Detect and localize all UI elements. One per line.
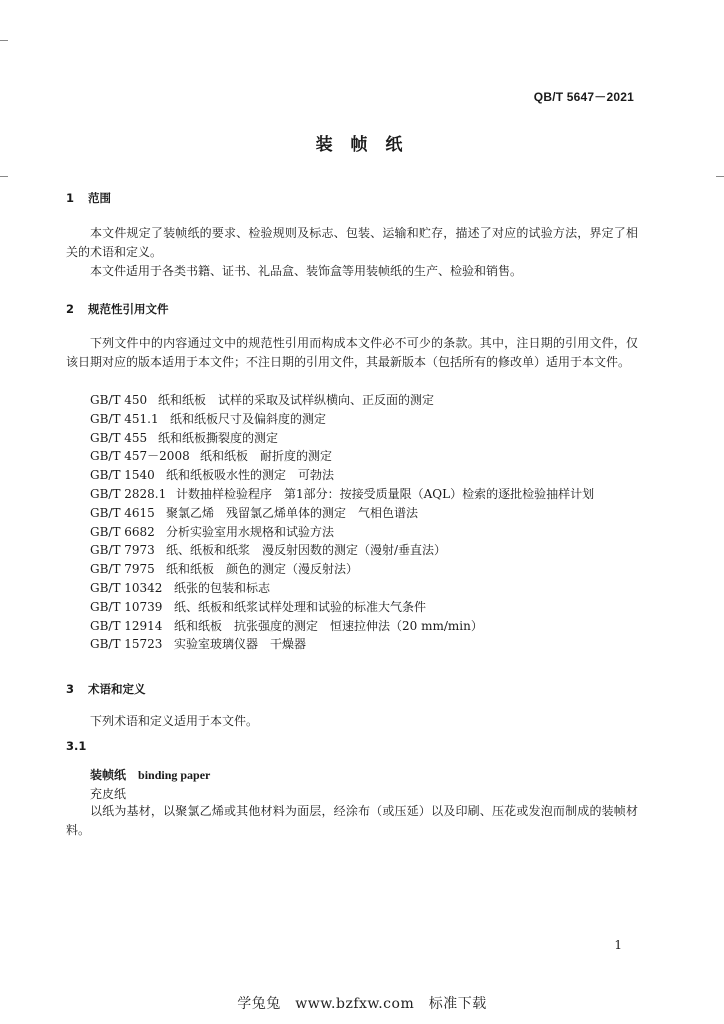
footer-watermark: 学兔兔 www.bzfxw.com 标准下载 <box>237 996 487 1012</box>
reference-title: 纸和纸板吸水性的测定 可勃法 <box>166 468 335 483</box>
reference-item <box>90 635 594 654</box>
document-title: 装 帧 纸 <box>315 135 409 155</box>
section-title: 术语和定义 <box>88 682 146 696</box>
reference-title: 实验室玻璃仪器 干燥器 <box>174 637 307 652</box>
reference-code: GB/T 457－2008 <box>90 449 190 464</box>
section-title: 规范性引用文件 <box>88 302 169 316</box>
reference-item <box>90 410 594 429</box>
section-number: 1 <box>66 191 75 205</box>
scan-edge-mark <box>0 40 8 41</box>
scope-paragraph-2: 本文件适用于各类书籍、证书、礼品盒、装饰盒等用装帧纸的生产、检验和销售。 <box>90 264 523 278</box>
term-english: binding paper <box>138 768 211 782</box>
scan-edge-mark <box>716 176 724 177</box>
reference-title: 聚氯乙烯 残留氯乙烯单体的测定 气相色谱法 <box>166 505 419 520</box>
term-definition: 以纸为基材，以聚氯乙烯或其他材料为面层，经涂布（或压延）以及印刷、压花或发泡而制成的装帧材料。 <box>66 804 638 837</box>
reference-code: GB/T 7975 <box>90 562 155 577</box>
term-chinese: 装帧纸 <box>90 768 127 782</box>
section-heading-references <box>66 301 169 317</box>
references-intro: 下列文件中的内容通过文中的规范性引用而构成本文件必不可少的条款。其中，注日期的引用文件，仅该日期对应的版本适用于本文件；不注日期的引用文件，其最新版本（包括所有的修改单）适用于本文件。 <box>66 336 638 369</box>
reference-item <box>90 447 594 466</box>
reference-code: GB/T 10342 <box>90 580 163 595</box>
reference-item <box>90 560 594 579</box>
reference-item <box>90 523 594 542</box>
reference-code: GB/T 4615 <box>90 505 155 520</box>
reference-code: GB/T 1540 <box>90 468 155 483</box>
reference-code: GB/T 450 <box>90 393 148 407</box>
reference-title: 纸和纸板撕裂度的测定 <box>158 430 279 445</box>
reference-item <box>90 617 594 636</box>
reference-item <box>90 466 594 485</box>
reference-code: GB/T 15723 <box>90 637 163 652</box>
reference-item <box>90 485 594 504</box>
reference-code: GB/T 455 <box>90 430 148 445</box>
reference-title: 计数抽样检验程序 第1部分：按接受质量限（AQL）检索的逐批检验抽样计划 <box>176 486 595 501</box>
reference-title: 纸和纸板 抗张强度的测定 恒速拉伸法（20 mm/min） <box>174 618 483 633</box>
reference-item <box>90 579 594 598</box>
reference-code: GB/T 6682 <box>90 524 155 539</box>
reference-title: 纸、纸板和纸浆 漫反射因数的测定（漫射/垂直法） <box>166 543 447 558</box>
reference-item <box>90 541 594 560</box>
standard-code: QB/T 5647－2021 <box>533 90 634 104</box>
reference-code: GB/T 10739 <box>90 599 163 614</box>
section-number: 2 <box>66 302 75 316</box>
reference-item <box>90 429 594 448</box>
reference-item <box>90 504 594 523</box>
reference-item <box>90 598 594 617</box>
reference-title: 纸张的包装和标志 <box>174 580 271 595</box>
terms-intro: 下列术语和定义适用于本文件。 <box>90 714 259 728</box>
section-heading-scope <box>66 190 111 206</box>
scan-edge-mark <box>0 176 8 177</box>
reference-title: 分析实验室用水规格和试验方法 <box>166 524 335 539</box>
reference-title: 纸和纸板 耐折度的测定 <box>200 449 333 464</box>
reference-item <box>90 391 594 410</box>
reference-code: GB/T 451.1 <box>90 411 159 426</box>
reference-list <box>90 391 594 654</box>
reference-title: 纸、纸板和纸浆试样处理和试验的标准大气条件 <box>174 599 427 614</box>
page-number: 1 <box>614 938 622 952</box>
section-heading-terms <box>66 681 146 697</box>
scope-paragraph-1: 本文件规定了装帧纸的要求、检验规则及标志、包装、运输和贮存，描述了对应的试验方法，界定了相关的术语和定义。 <box>66 226 638 259</box>
section-number: 3 <box>66 682 75 696</box>
term-entry-number: 3.1 <box>66 739 87 753</box>
section-title: 范围 <box>88 191 111 205</box>
reference-title: 纸和纸板 颜色的测定（漫反射法） <box>166 562 359 577</box>
term-synonym: 充皮纸 <box>90 787 127 801</box>
reference-title: 纸和纸板尺寸及偏斜度的测定 <box>170 411 327 426</box>
reference-code: GB/T 12914 <box>90 618 163 633</box>
reference-code: GB/T 2828.1 <box>90 486 167 501</box>
term-heading <box>90 766 210 783</box>
reference-title: 纸和纸板 试样的采取及试样纵横向、正反面的测定 <box>158 393 435 407</box>
reference-code: GB/T 7973 <box>90 543 155 558</box>
